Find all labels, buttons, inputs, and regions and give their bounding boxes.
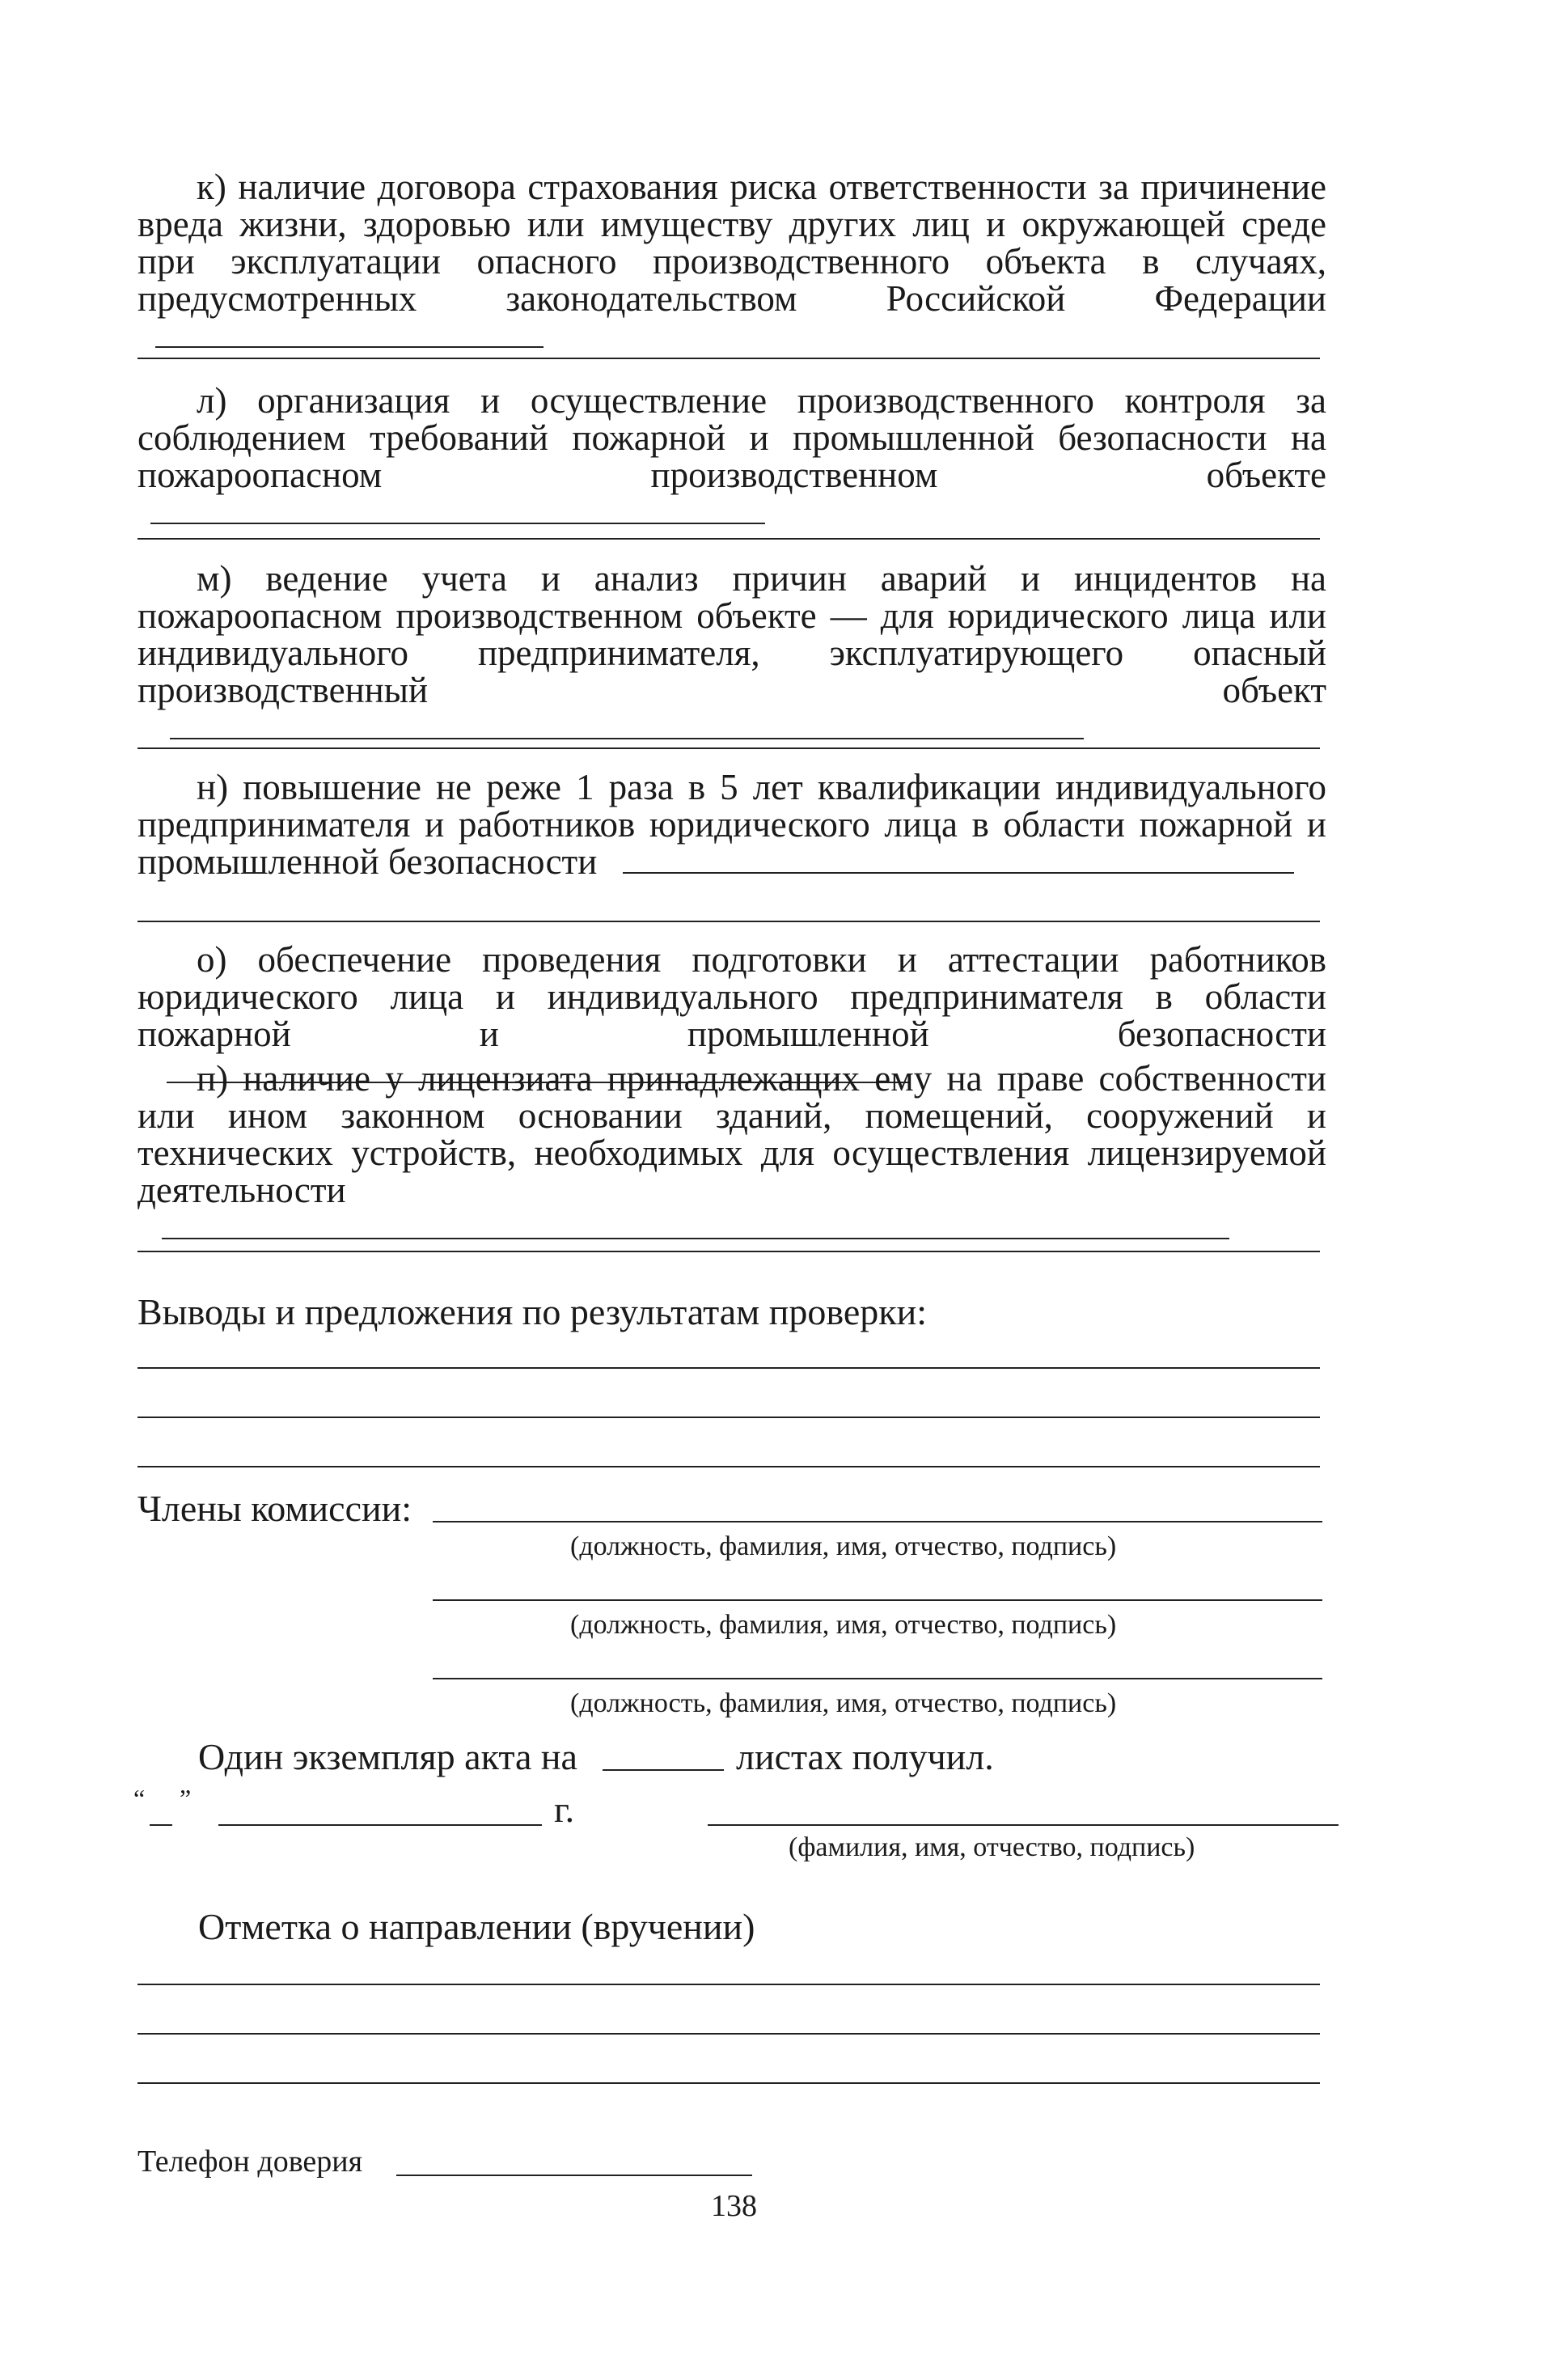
date-open-quote: “ xyxy=(133,1784,146,1813)
conclusions-line-2[interactable] xyxy=(137,1417,1320,1418)
item-l xyxy=(137,382,1326,531)
conclusions-line-3[interactable] xyxy=(137,1466,1320,1467)
item-k xyxy=(137,168,1326,354)
signature-caption-1: (должность, фамилия, имя, отчество, подпись) xyxy=(570,1531,1117,1561)
item-n-blank-line[interactable] xyxy=(137,921,1320,922)
sheet-count-line[interactable] xyxy=(603,1769,724,1771)
commission-member-line-2[interactable] xyxy=(433,1599,1322,1601)
item-k-blank-line[interactable] xyxy=(137,358,1320,359)
trust-phone-label: Телефон доверия xyxy=(137,2145,363,2179)
item-p xyxy=(137,1060,1326,1246)
item-p-blank-line[interactable] xyxy=(137,1251,1320,1252)
signature-caption-2: (должность, фамилия, имя, отчество, подпись) xyxy=(570,1610,1117,1640)
page-number: 138 xyxy=(711,2189,757,2223)
delivery-mark-label: Отметка о направлении (вручении) xyxy=(198,1906,755,1947)
conclusions-line-1[interactable] xyxy=(137,1367,1320,1369)
item-l-blank-line[interactable] xyxy=(137,538,1320,540)
commission-member-line-1[interactable] xyxy=(433,1521,1322,1522)
trust-phone-line[interactable] xyxy=(396,2175,752,2176)
date-month-line[interactable] xyxy=(218,1824,542,1826)
item-n-text: н) повышение не реже 1 раза в 5 лет квалификации индивидуального предпринимателя и работников юридического лица в области пожарной и промышленной безопасности xyxy=(137,767,1326,882)
item-n xyxy=(137,769,1326,880)
item-l-blank[interactable] xyxy=(150,522,765,524)
item-n-blank[interactable] xyxy=(623,871,1294,874)
item-m-blank-line[interactable] xyxy=(137,747,1320,749)
receipt-prefix: Один экземпляр акта на xyxy=(198,1736,577,1777)
date-year-suffix: г. xyxy=(554,1789,575,1830)
item-o-text: о) обеспечение проведения подготовки и аттестации работников юридического лица и индивидуального предпринимателя в области пожарной и промышленной безопасности xyxy=(137,939,1326,1054)
commission-member-line-3[interactable] xyxy=(433,1678,1322,1679)
recipient-signature-line[interactable] xyxy=(708,1824,1339,1826)
item-m-blank[interactable] xyxy=(170,737,1084,739)
signature-caption-3: (должность, фамилия, имя, отчество, подпись) xyxy=(570,1688,1117,1718)
item-m-text: м) ведение учета и анализ причин аварий и инцидентов на пожароопасном производственном объекте — для юридического лица или индивидуального предпринимателя, эксплуатирующего опасный производственный объект xyxy=(137,558,1326,710)
delivery-mark-line-2[interactable] xyxy=(137,2033,1320,2035)
item-k-text: к) наличие договора страхования риска ответственности за причинение вреда жизни, здоровью или имуществу других лиц и окружающей среде при эксплуатации опасного производственного объекта в случаях, предусмотренных законодательством Российской Федерации xyxy=(137,167,1326,319)
receipt-suffix: листах получил. xyxy=(736,1736,994,1777)
date-close-quote: ” xyxy=(180,1784,192,1813)
delivery-mark-line-3[interactable] xyxy=(137,2082,1320,2084)
commission-label: Члены комиссии: xyxy=(137,1488,412,1529)
recipient-caption: (фамилия, имя, отчество, подпись) xyxy=(789,1832,1195,1862)
item-m xyxy=(137,560,1326,746)
item-l-text: л) организация и осуществление производственного контроля за соблюдением требований пожарной и промышленной безопасности на пожароопасном производственном объекте xyxy=(137,380,1326,495)
date-day-line[interactable] xyxy=(150,1824,172,1826)
item-p-blank[interactable] xyxy=(162,1237,1229,1239)
item-k-blank[interactable] xyxy=(155,345,543,348)
item-p-text: п) наличие у лицензиата принадлежащих ему на праве собственности или ином законном основании зданий, помещений, сооружений и технических устройств, необходимых для осуществления лицензируемой деятельности xyxy=(137,1058,1326,1210)
conclusions-label: Выводы и предложения по результатам проверки: xyxy=(137,1291,927,1332)
delivery-mark-line-1[interactable] xyxy=(137,1984,1320,1985)
